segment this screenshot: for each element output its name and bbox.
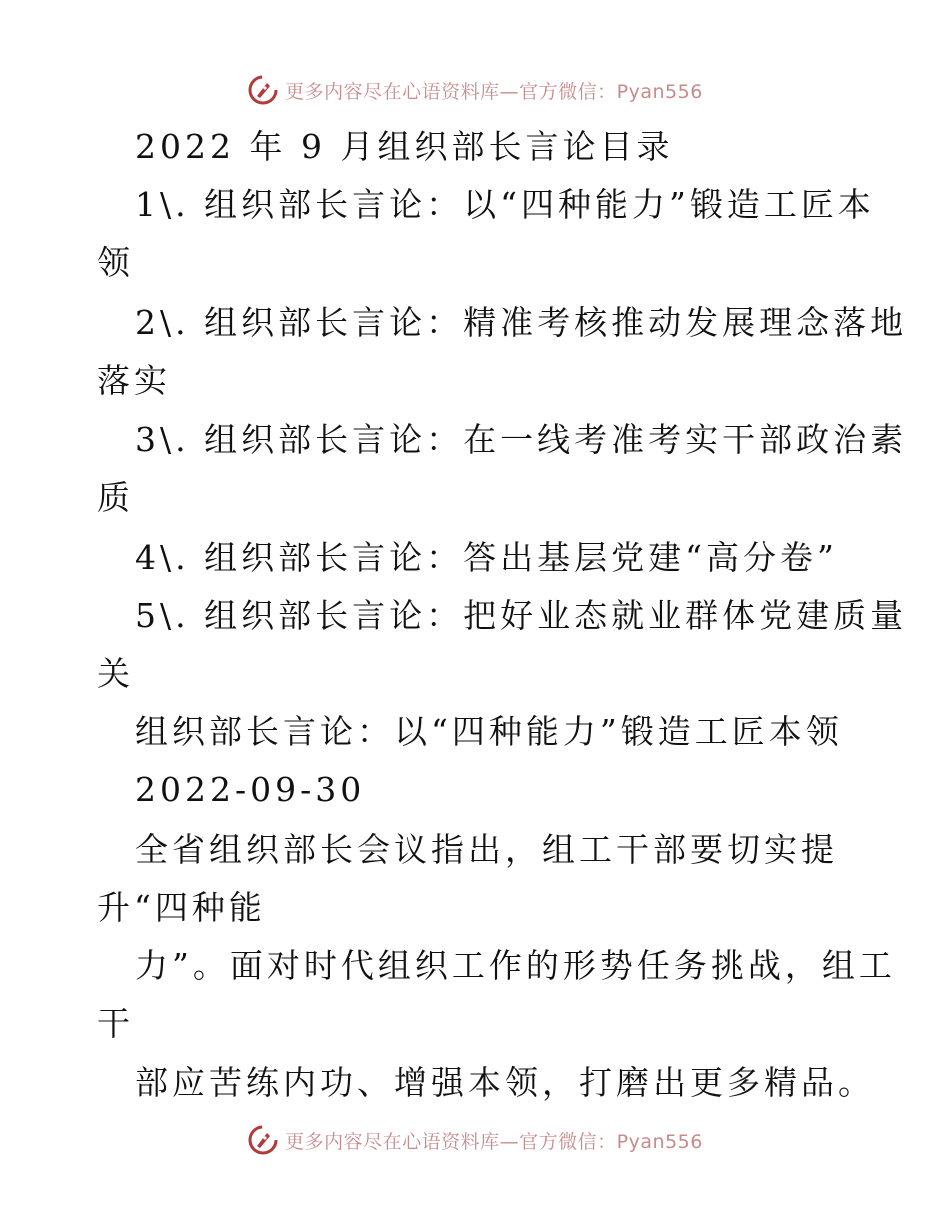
paragraph-line: 全省组织部长会议指出，组工干部要切实提 <box>135 830 838 869</box>
paragraph-line: 部应苦练内功、增强本领，打磨出更多精品。 <box>135 1063 875 1102</box>
article-title: 组织部长言论：以“四种能力”锻造工匠本领 <box>135 712 843 751</box>
pen-nib-circle-icon <box>247 1124 279 1156</box>
toc-title: 2022 年 9 月组织部长言论目录 <box>135 127 674 166</box>
paragraph-line: 干 <box>97 1004 134 1043</box>
paragraph-line: 力”。面对时代组织工作的形势任务挑战，组工 <box>135 946 896 985</box>
toc-item-5-continued: 关 <box>97 654 134 693</box>
toc-item-2-continued: 落实 <box>97 361 171 400</box>
toc-item-3: 3\. 组织部长言论：在一线考准考实干部政治素 <box>135 420 908 459</box>
toc-item-4: 4\. 组织部长言论：答出基层党建“高分卷” <box>135 538 838 577</box>
footer-watermark <box>0 1120 950 1160</box>
article-date: 2022-09-30 <box>135 770 366 809</box>
toc-item-1-continued: 领 <box>97 243 134 282</box>
paragraph-line: 升“四种能 <box>97 888 266 927</box>
toc-item-5: 5\. 组织部长言论：把好业态就业群体党建质量 <box>135 596 908 635</box>
watermark-text: 更多内容尽在心语资料库—官方微信：Pyan556 <box>285 1130 703 1153</box>
toc-item-2: 2\. 组织部长言论：精准考核推动发展理念落地 <box>135 303 908 342</box>
toc-item-3-continued: 质 <box>97 478 134 517</box>
toc-item-1: 1\. 组织部长言论：以“四种能力”锻造工匠本 <box>135 185 875 224</box>
watermark-text: 更多内容尽在心语资料库—官方微信：Pyan556 <box>285 80 703 103</box>
